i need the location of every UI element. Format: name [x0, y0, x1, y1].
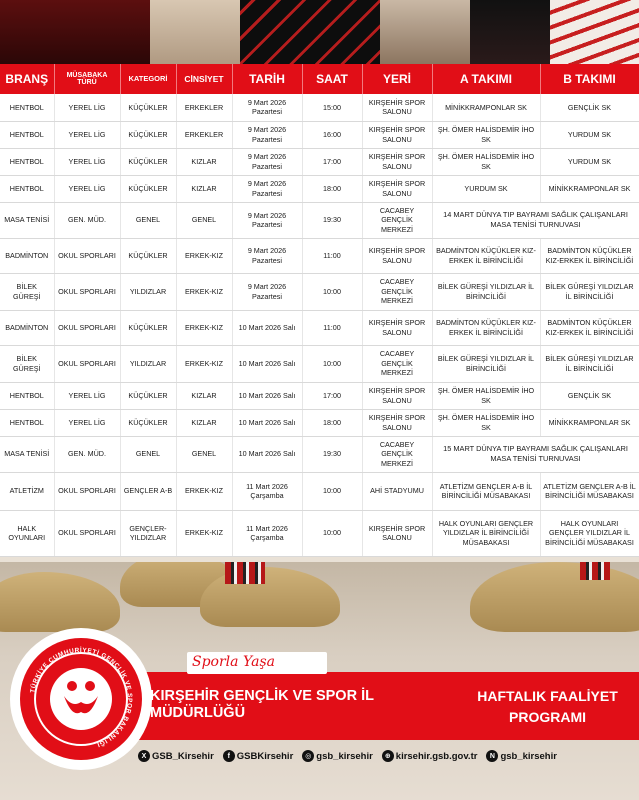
cell-kategori: KÜÇÜKLER — [120, 382, 176, 409]
table-row — [0, 121, 639, 148]
cell-brans: BİLEK GÜREŞİ — [0, 273, 54, 310]
cell-team-a: ŞH. ÖMER HALİSDEMİR İHO SK — [432, 382, 540, 409]
cell-team-b: GENÇLİK SK — [540, 94, 639, 121]
cell-yeri: KIRŞEHİR SPOR SALONU — [362, 148, 432, 175]
cell-saat: 15:00 — [302, 94, 362, 121]
table-row — [0, 382, 639, 409]
table-row — [0, 345, 639, 382]
cell-tarih: 10 Mart 2026 Salı — [232, 436, 302, 472]
cell-team-a: YURDUM SK — [432, 175, 540, 202]
social-link-instagram[interactable] — [302, 750, 373, 762]
cell-cinsiyet: ERKEK-KIZ — [176, 238, 232, 273]
cell-tarih: 11 Mart 2026 Çarşamba — [232, 510, 302, 556]
cell-brans: MASA TENİSİ — [0, 202, 54, 238]
cell-team-a: ATLETİZM GENÇLER A-B İL BİRİNCİLİĞİ MÜSABAKASI — [432, 472, 540, 510]
social-link-globe[interactable] — [382, 750, 478, 762]
cell-team-b: ATLETİZM GENÇLER A-B İL BİRİNCİLİĞİ MÜSABAKASI — [540, 472, 639, 510]
cell-tarih: 9 Mart 2026 Pazartesi — [232, 273, 302, 310]
header-kategori: KATEGORİ — [120, 64, 176, 94]
cell-saat: 10:00 — [302, 345, 362, 382]
nsosyal-icon: N — [486, 750, 498, 762]
table-row — [0, 436, 639, 472]
cell-tarih: 9 Mart 2026 Pazartesi — [232, 175, 302, 202]
social-label: GSB_Kirsehir — [152, 750, 214, 762]
cell-brans: HENTBOL — [0, 94, 54, 121]
cell-saat: 19:30 — [302, 202, 362, 238]
svg-text:TÜRKİYE CUMHURİYETİ GENÇLİK VE — [28, 645, 133, 749]
cell-cinsiyet: ERKEK-KIZ — [176, 510, 232, 556]
cell-kategori: YILDIZLAR — [120, 273, 176, 310]
table-row — [0, 409, 639, 436]
cell-saat: 10:00 — [302, 273, 362, 310]
schedule-body — [0, 94, 639, 556]
cell-tur: YEREL LİG — [54, 94, 120, 121]
table-row — [0, 310, 639, 345]
cell-brans: BADMİNTON — [0, 310, 54, 345]
cell-brans: BİLEK GÜREŞİ — [0, 345, 54, 382]
social-links — [138, 746, 639, 766]
table-row — [0, 238, 639, 273]
cell-kategori: KÜÇÜKLER — [120, 175, 176, 202]
emblem-text: TÜRKİYE CUMHURİYETİ GENÇLİK VE SPOR BAKANLIĞI — [29, 646, 134, 749]
cell-saat: 17:00 — [302, 382, 362, 409]
cell-team-a: ŞH. ÖMER HALİSDEMİR İHO SK — [432, 121, 540, 148]
cell-brans: ATLETİZM — [0, 472, 54, 510]
table-row — [0, 148, 639, 175]
cell-cinsiyet: ERKEK-KIZ — [176, 273, 232, 310]
cell-cinsiyet: GENEL — [176, 436, 232, 472]
cell-yeri: KIRŞEHİR SPOR SALONU — [362, 121, 432, 148]
cell-tarih: 9 Mart 2026 Pazartesi — [232, 202, 302, 238]
cell-brans: BADMİNTON — [0, 238, 54, 273]
cell-saat: 10:00 — [302, 510, 362, 556]
cell-tur: YEREL LİG — [54, 409, 120, 436]
cell-tur: YEREL LİG — [54, 148, 120, 175]
cell-tur: GEN. MÜD. — [54, 436, 120, 472]
instagram-icon: ◎ — [302, 750, 314, 762]
cell-tarih: 9 Mart 2026 Pazartesi — [232, 94, 302, 121]
cell-brans: HENTBOL — [0, 175, 54, 202]
header-yeri: YERİ — [362, 64, 432, 94]
cell-yeri: AHİ STADYUMU — [362, 472, 432, 510]
social-label: gsb_kirsehir — [316, 750, 373, 762]
cell-team-b: GENÇLİK SK — [540, 382, 639, 409]
cell-tarih: 9 Mart 2026 Pazartesi — [232, 148, 302, 175]
cell-team-a: BADMİNTON KÜÇÜKLER KIZ-ERKEK İL BİRİNCİLİĞİ — [432, 310, 540, 345]
cell-saat: 18:00 — [302, 175, 362, 202]
facebook-icon: f — [223, 750, 235, 762]
cell-yeri: KIRŞEHİR SPOR SALONU — [362, 175, 432, 202]
cell-tur: OKUL SPORLARI — [54, 472, 120, 510]
table-row — [0, 175, 639, 202]
header-tarih: TARİH — [232, 64, 302, 94]
cell-kategori: KÜÇÜKLER — [120, 310, 176, 345]
cell-team-a: BİLEK GÜREŞİ YILDIZLAR İL BİRİNCİLİĞİ — [432, 345, 540, 382]
cell-yeri: KIRŞEHİR SPOR SALONU — [362, 510, 432, 556]
cell-saat: 16:00 — [302, 121, 362, 148]
header-musabaka-line1: MÜSABAKA — [66, 71, 108, 79]
cell-team-a: BADMİNTON KÜÇÜKLER KIZ-ERKEK İL BİRİNCİLİĞİ — [432, 238, 540, 273]
cell-team-b: YURDUM SK — [540, 121, 639, 148]
cell-tur: OKUL SPORLARI — [54, 345, 120, 382]
social-link-x[interactable] — [138, 750, 214, 762]
header-brans: BRANŞ — [0, 64, 54, 94]
cell-team-b: BADMİNTON KÜÇÜKLER KIZ-ERKEK İL BİRİNCİLİĞİ — [540, 238, 639, 273]
cell-tur: OKUL SPORLARI — [54, 510, 120, 556]
cell-tarih: 10 Mart 2026 Salı — [232, 409, 302, 436]
cell-saat: 11:00 — [302, 238, 362, 273]
header-musabaka-turu — [54, 64, 120, 94]
header-musabaka-line2: TÜRÜ — [77, 79, 97, 86]
table-row — [0, 472, 639, 510]
cell-cinsiyet: GENEL — [176, 202, 232, 238]
social-link-facebook[interactable] — [223, 750, 294, 762]
cell-saat: 11:00 — [302, 310, 362, 345]
cell-yeri: CACABEY GENÇLİK MERKEZİ — [362, 202, 432, 238]
cell-yeri: KIRŞEHİR SPOR SALONU — [362, 409, 432, 436]
cell-brans: HENTBOL — [0, 409, 54, 436]
cell-team-b: YURDUM SK — [540, 148, 639, 175]
cell-cinsiyet: KIZLAR — [176, 409, 232, 436]
cell-kategori: KÜÇÜKLER — [120, 148, 176, 175]
header-cinsiyet: CİNSİYET — [176, 64, 232, 94]
cell-team-a: HALK OYUNLARI GENÇLER YILDIZLAR İL BİRİNCİLİĞİ MÜSABAKASI — [432, 510, 540, 556]
directorate-title: KIRŞEHİR GENÇLİK VE SPOR İL MÜDÜRLÜĞÜ — [150, 688, 374, 722]
cell-tur: YEREL LİG — [54, 175, 120, 202]
cell-saat: 10:00 — [302, 472, 362, 510]
cell-cinsiyet: KIZLAR — [176, 175, 232, 202]
social-label: GSBKirsehir — [236, 750, 294, 762]
cell-yeri: KIRŞEHİR SPOR SALONU — [362, 94, 432, 121]
header-saat: SAAT — [302, 64, 362, 94]
cell-cinsiyet: KIZLAR — [176, 382, 232, 409]
cell-tarih: 10 Mart 2026 Salı — [232, 345, 302, 382]
cell-kategori: KÜÇÜKLER — [120, 238, 176, 273]
cell-event-note: 15 MART DÜNYA TIP BAYRAMI SAĞLIK ÇALIŞANLARI MASA TENİSİ TURNUVASI — [432, 436, 639, 472]
table-header-row — [0, 64, 639, 94]
table-row — [0, 202, 639, 238]
table-row — [0, 510, 639, 556]
cell-tarih: 10 Mart 2026 Salı — [232, 310, 302, 345]
cell-yeri: KIRŞEHİR SPOR SALONU — [362, 238, 432, 273]
cell-cinsiyet: ERKEK-KIZ — [176, 472, 232, 510]
cell-yeri: CACABEY GENÇLİK MERKEZİ — [362, 273, 432, 310]
cell-team-a: ŞH. ÖMER HALİSDEMİR İHO SK — [432, 409, 540, 436]
cell-team-b: BİLEK GÜREŞİ YILDIZLAR İL BİRİNCİLİĞİ — [540, 273, 639, 310]
social-link-nsosyal[interactable] — [486, 750, 557, 762]
cell-team-b: HALK OYUNLARI GENÇLER YILDIZLAR İL BİRİNCİLİĞİ MÜSABAKASI — [540, 510, 639, 556]
cell-kategori: GENÇLER-YILDIZLAR — [120, 510, 176, 556]
emblem-text-ring — [20, 638, 142, 760]
cell-team-a: ŞH. ÖMER HALİSDEMİR İHO SK — [432, 148, 540, 175]
cell-brans: HALK OYUNLARI — [0, 510, 54, 556]
cell-saat: 19:30 — [302, 436, 362, 472]
cell-kategori: GENEL — [120, 436, 176, 472]
cell-yeri: CACABEY GENÇLİK MERKEZİ — [362, 436, 432, 472]
header-photo — [0, 0, 639, 64]
cell-brans: HENTBOL — [0, 382, 54, 409]
cell-cinsiyet: ERKEK-KIZ — [176, 310, 232, 345]
header-b-takimi: B TAKIMI — [540, 64, 639, 94]
cell-saat: 17:00 — [302, 148, 362, 175]
cell-tarih: 9 Mart 2026 Pazartesi — [232, 238, 302, 273]
table-row — [0, 273, 639, 310]
cell-team-b: BİLEK GÜREŞİ YILDIZLAR İL BİRİNCİLİĞİ — [540, 345, 639, 382]
cell-tur: OKUL SPORLARI — [54, 273, 120, 310]
cell-cinsiyet: KIZLAR — [176, 148, 232, 175]
cell-kategori: GENÇLER A-B — [120, 472, 176, 510]
cell-kategori: KÜÇÜKLER — [120, 409, 176, 436]
cell-team-b: MİNİKKRAMPONLAR SK — [540, 409, 639, 436]
cell-tur: GEN. MÜD. — [54, 202, 120, 238]
table-row — [0, 94, 639, 121]
cell-tur: OKUL SPORLARI — [54, 238, 120, 273]
social-label: gsb_kirsehir — [500, 750, 557, 762]
cell-tarih: 10 Mart 2026 Salı — [232, 382, 302, 409]
globe-icon: ⊕ — [382, 750, 394, 762]
cell-tur: YEREL LİG — [54, 382, 120, 409]
cell-team-a: BİLEK GÜREŞİ YILDIZLAR İL BİRİNCİLİĞİ — [432, 273, 540, 310]
cell-kategori: GENEL — [120, 202, 176, 238]
cell-cinsiyet: ERKEKLER — [176, 94, 232, 121]
cell-yeri: CACABEY GENÇLİK MERKEZİ — [362, 345, 432, 382]
cell-tur: YEREL LİG — [54, 121, 120, 148]
cell-brans: HENTBOL — [0, 121, 54, 148]
header-a-takimi: A TAKIMI — [432, 64, 540, 94]
slogan: Sporla Yaşa — [192, 654, 275, 670]
cell-brans: HENTBOL — [0, 148, 54, 175]
social-label: kirsehir.gsb.gov.tr — [395, 750, 478, 762]
program-title: HAFTALIK FAALİYET PROGRAMI — [477, 688, 618, 725]
cell-yeri: KIRŞEHİR SPOR SALONU — [362, 310, 432, 345]
x-icon: X — [138, 750, 150, 762]
cell-team-b: BADMİNTON KÜÇÜKLER KIZ-ERKEK İL BİRİNCİLİĞİ — [540, 310, 639, 345]
cell-cinsiyet: ERKEK-KIZ — [176, 345, 232, 382]
cell-tarih: 9 Mart 2026 Pazartesi — [232, 121, 302, 148]
cell-team-a: MİNİKKRAMPONLAR SK — [432, 94, 540, 121]
cell-event-note: 14 MART DÜNYA TIP BAYRAMI SAĞLIK ÇALIŞANLARI MASA TENİSİ TURNUVASI — [432, 202, 639, 238]
cell-kategori: KÜÇÜKLER — [120, 121, 176, 148]
cell-kategori: KÜÇÜKLER — [120, 94, 176, 121]
cell-kategori: YILDIZLAR — [120, 345, 176, 382]
cell-team-b: MİNİKKRAMPONLAR SK — [540, 175, 639, 202]
cell-brans: MASA TENİSİ — [0, 436, 54, 472]
cell-saat: 18:00 — [302, 409, 362, 436]
cell-cinsiyet: ERKEKLER — [176, 121, 232, 148]
cell-tarih: 11 Mart 2026 Çarşamba — [232, 472, 302, 510]
cell-yeri: KIRŞEHİR SPOR SALONU — [362, 382, 432, 409]
cell-tur: OKUL SPORLARI — [54, 310, 120, 345]
schedule-table — [0, 64, 639, 557]
